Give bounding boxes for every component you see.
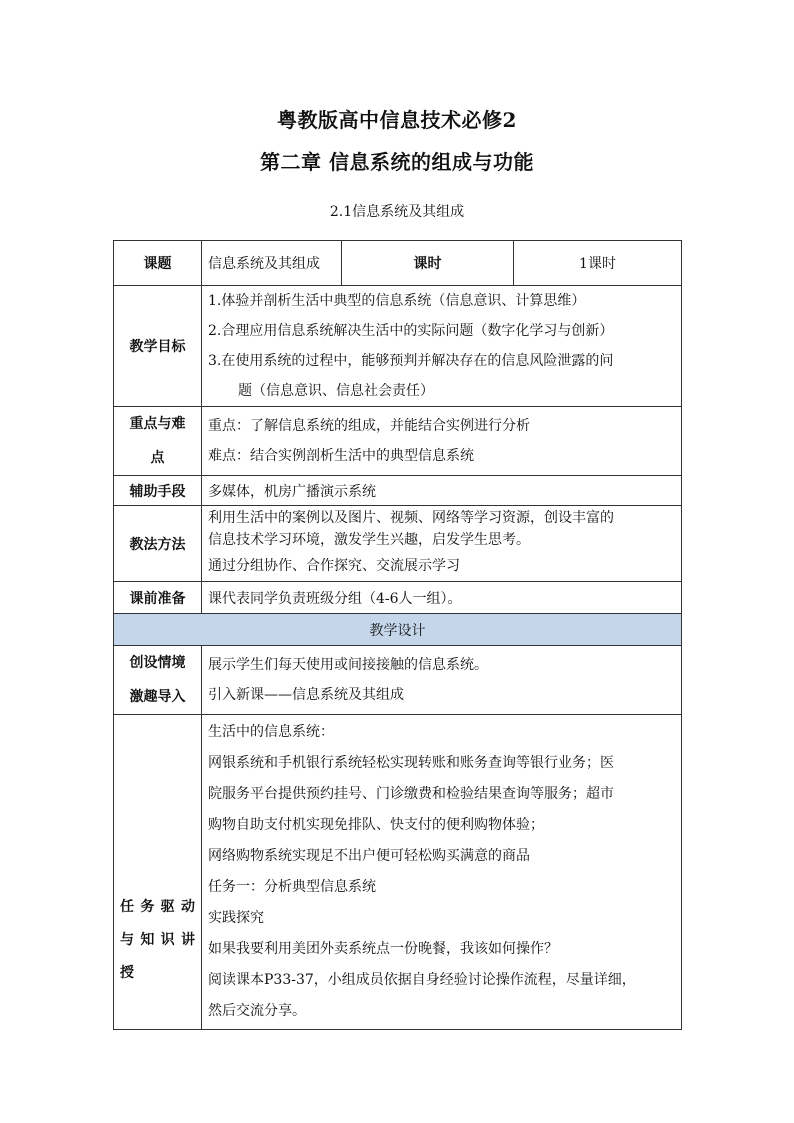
task-item: 院服务平台提供预约挂号、门诊缴费和检验结果查询等服务；超市 [208, 786, 614, 802]
goals-content [202, 286, 682, 407]
topic-label: 课题 [114, 241, 202, 286]
document-title: 粤教版高中信息技术必修2 [277, 108, 517, 132]
goals-row [114, 286, 682, 407]
aids-row [114, 476, 682, 506]
design-band-row [114, 614, 682, 646]
task-item: 任务一：分析典型信息系统 [208, 879, 376, 895]
intro-item: 展示学生们每天使用或间接接触的信息系统。 [208, 657, 488, 673]
aids-label: 辅助手段 [114, 476, 202, 506]
goals-label: 教学目标 [114, 286, 202, 407]
method-row [114, 506, 682, 582]
task-label [114, 715, 202, 1030]
task-item: 生活中的信息系统： [208, 724, 334, 740]
goal-item: 1.体验并剖析生活中典型的信息系统（信息意识、计算思维） [208, 293, 586, 309]
task-item: 实践探究 [208, 910, 264, 926]
aids-value: 多媒体，机房广播演示系统 [202, 476, 682, 506]
task-item: 然后交流分享。 [208, 1003, 306, 1019]
task-label-line: 授 [120, 965, 134, 981]
hours-value: 1课时 [514, 241, 682, 286]
design-band: 教学设计 [114, 614, 682, 646]
method-item: 信息技术学习环境，激发学生兴趣，启发学生思考。 [208, 531, 530, 548]
task-item: 如果我要利用美团外卖系统点一份晚餐，我该如何操作？ [208, 941, 558, 957]
intro-label-line: 创设情境 [129, 655, 186, 671]
intro-label [114, 646, 202, 715]
chapter-title: 第二章 信息系统的组成与功能 [260, 150, 534, 174]
prep-row [114, 582, 682, 614]
intro-row [114, 646, 682, 715]
keypoints-label-line: 重点与难 [129, 416, 186, 432]
keypoints-content [202, 407, 682, 476]
hours-label: 课时 [342, 241, 514, 286]
goal-item: 2.合理应用信息系统解决生活中的实际问题（数字化学习与创新） [208, 323, 614, 339]
goal-item-continued: 题（信息意识、信息社会责任） [238, 383, 434, 399]
method-item: 通过分组协作、合作探究、交流展示学习 [208, 557, 460, 574]
prep-label: 课前准备 [114, 582, 202, 614]
intro-item: 引入新课——信息系统及其组成 [208, 687, 404, 703]
task-item: 网银系统和手机银行系统轻松实现转账和账务查询等银行业务；医 [208, 755, 614, 771]
task-item: 网络购物系统实现足不出户便可轻松购买满意的商品 [208, 848, 530, 864]
method-label: 教法方法 [114, 506, 202, 582]
section-title: 2.1信息系统及其组成 [329, 204, 465, 220]
keypoints-row [114, 407, 682, 476]
keypoint-item: 重点：了解信息系统的组成，并能结合实例进行分析 [208, 418, 530, 434]
keypoints-label [114, 407, 202, 476]
method-content [202, 506, 682, 582]
topic-value: 信息系统及其组成 [202, 241, 342, 286]
keypoint-item: 难点：结合实例剖析生活中的典型信息系统 [208, 448, 474, 464]
lesson-plan-table [113, 240, 682, 1030]
task-label-line: 任务驱动 [120, 899, 195, 915]
topic-row [114, 241, 682, 286]
method-item: 利用生活中的案例以及图片、视频、网络等学习资源，创设丰富的 [208, 509, 614, 526]
goal-item: 3.在使用系统的过程中，能够预判并解决存在的信息风险泄露的问 [208, 353, 614, 369]
task-item: 购物自助支付机实现免排队、快支付的便利购物体验； [208, 817, 544, 833]
task-row [114, 715, 682, 1030]
intro-content [202, 646, 682, 715]
prep-value: 课代表同学负责班级分组（4-6人一组）。 [202, 582, 682, 614]
keypoints-label-line: 点 [150, 450, 165, 466]
task-label-line: 与知识讲 [120, 932, 195, 948]
task-item: 阅读课本P33-37，小组成员依据自身经验讨论操作流程，尽量详细， [208, 972, 636, 988]
intro-label-line: 激趣导入 [129, 689, 186, 705]
task-content [202, 715, 682, 1030]
